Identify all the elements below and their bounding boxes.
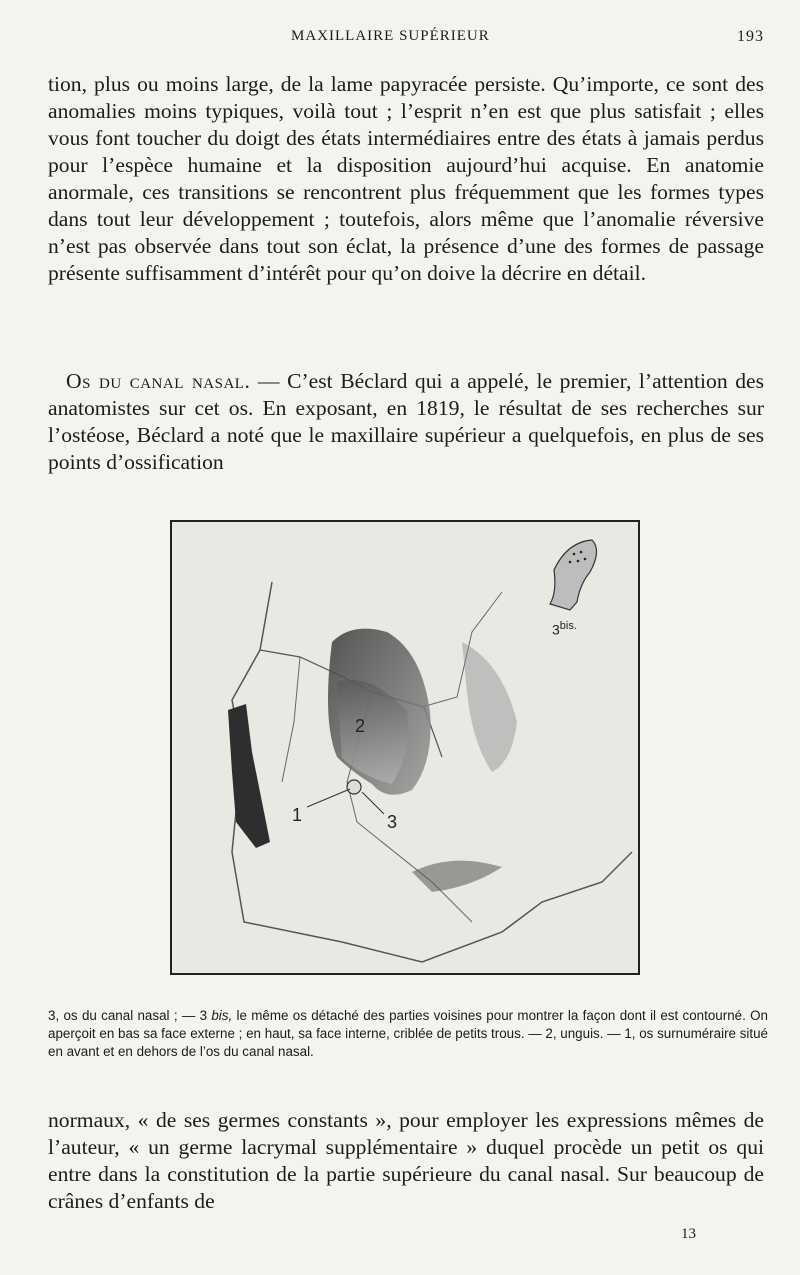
label-2: 2 xyxy=(355,716,366,736)
page-number: 193 xyxy=(737,28,764,45)
section-heading: Os du canal nasal. xyxy=(66,369,251,393)
paragraph-3: normaux, « de ses germes constants », pour employer les expressions mêmes de l’auteur, « un germe lacrymal supplémentaire » duquel procède un petit os qui entre dans la constitution de la partie supérieure du canal nasal. Sur beaucoup de crânes d’enfants de xyxy=(48,1108,764,1213)
running-header xyxy=(48,28,764,52)
suture-line-2 xyxy=(282,657,300,782)
leader-line-1 xyxy=(307,789,350,807)
label-3bis: $3^{bis.}$ xyxy=(552,620,577,638)
figure-drawing xyxy=(172,522,638,973)
label-3: 3 xyxy=(387,812,398,832)
cheek-shading xyxy=(462,642,517,772)
lower-shading xyxy=(412,861,502,892)
maxilla-outline xyxy=(232,582,632,962)
nasal-canal-bone xyxy=(347,780,361,794)
detached-bone-3bis xyxy=(550,540,597,610)
anatomical-figure xyxy=(170,520,640,975)
running-title: MAXILLAIRE SUPÉRIEUR xyxy=(291,28,490,44)
figure-caption: 3, os du canal nasal ; — 3 bis, le même os détaché des parties voisines pour montrer la façon dont il est contourné. On aperçoit en bas sa face externe ; en haut, sa face interne, criblée de petits trous. — 2, unguis. — 1, os surnuméraire situé en avant et en dehors de l’os du canal nasal. xyxy=(48,1008,768,1059)
label-1: 1 xyxy=(292,805,303,825)
signature-number: 13 xyxy=(681,1226,696,1242)
leader-line-3 xyxy=(362,792,384,814)
paragraph-2 xyxy=(48,368,764,476)
paragraph-1: tion, plus ou moins large, de la lame papyracée persiste. Qu’importe, ce sont des anomalies moins typiques, voilà tout ; l’esprit n’en est que plus satisfait ; elles vous font toucher du doigt des états intermédiaires entre des états à jamais perdus pour l’espèce humaine et la disposition aujourd’hui acquise. En anatomie anormale, ces transitions se rencontrent plus fréquemment que les formes types dans tout leur développement ; toutefois, alors même que l’anomalie réversive n’est pas observée dans tout son éclat, la présence d’une des formes de passage présente suffisamment d’intérêt pour qu’on doive la décrire en détail. xyxy=(48,72,764,285)
paragraph-2-body: C’est Béclard qui a appelé, le premier, l’attention des anatomistes sur cet os. En exposant, en 1819, le résultat de ses recherches sur l’ostéose, Béclard a noté que le maxillaire supérieur a quelquefois, en plus de ses points d’ossification xyxy=(48,369,764,474)
heading-dash: — xyxy=(250,369,288,393)
caption-bis: bis, xyxy=(211,1008,233,1023)
